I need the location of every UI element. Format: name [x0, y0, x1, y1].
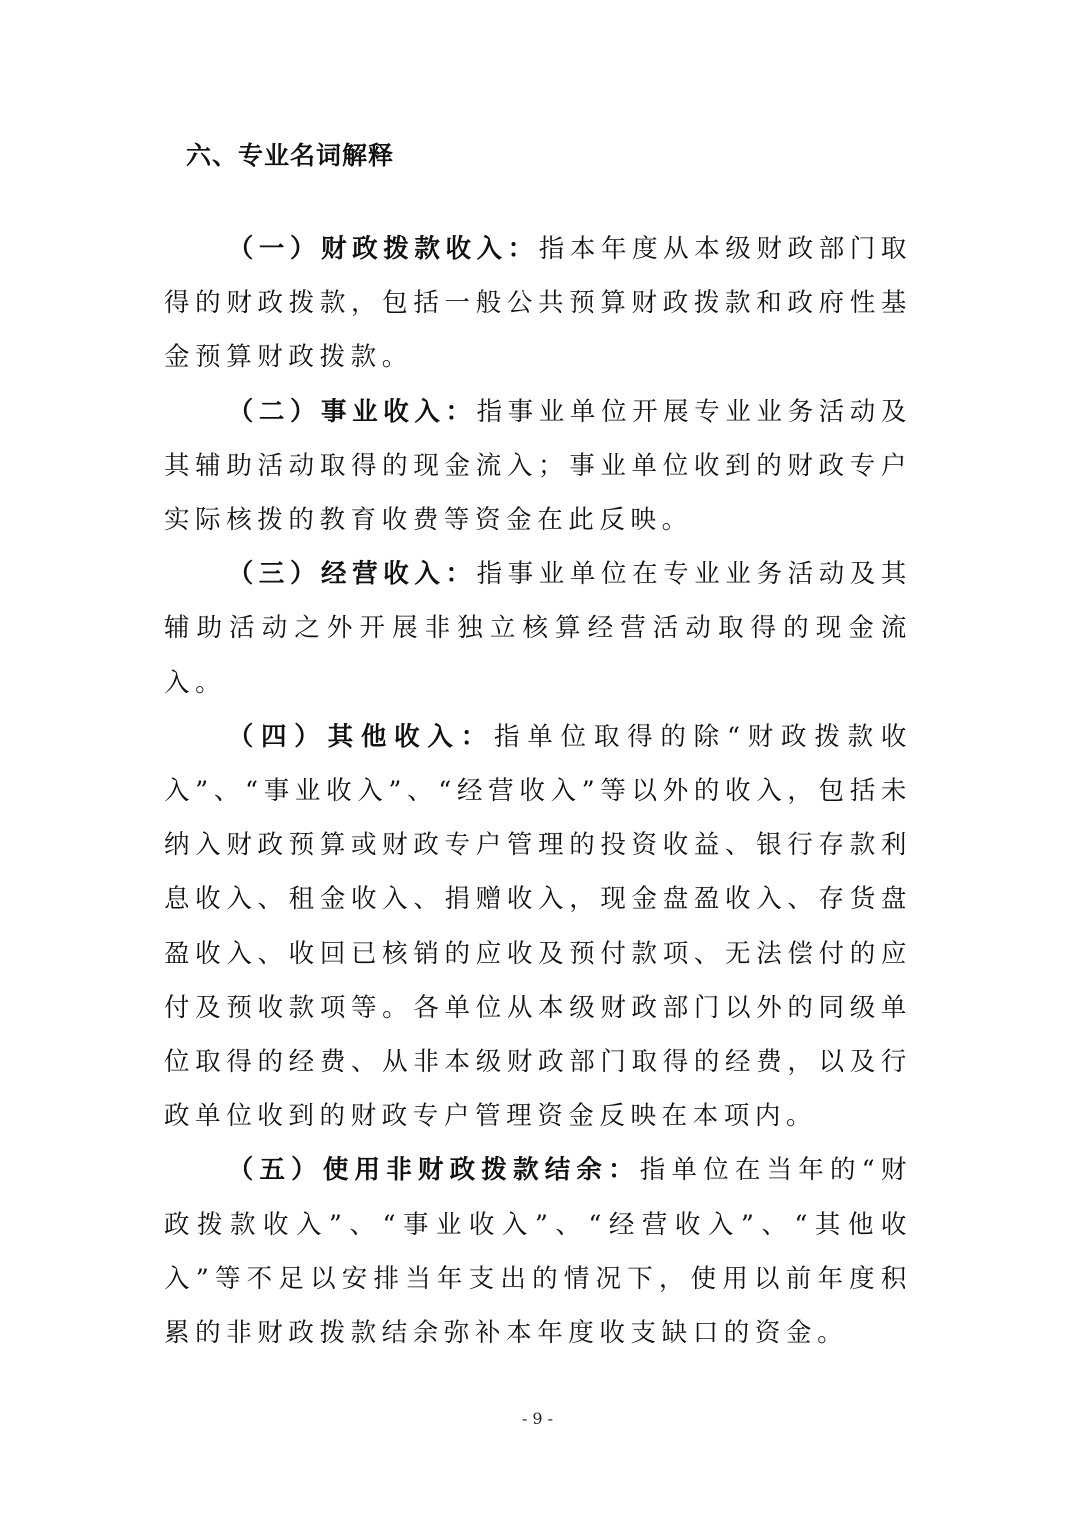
section-heading: 六、专业名词解释	[186, 141, 395, 170]
definition-term: （五）使用非财政拨款结余	[227, 1155, 609, 1186]
definition-paragraph	[164, 222, 912, 385]
definition-paragraph	[164, 547, 912, 710]
term-colon: ：	[507, 234, 539, 264]
definition-term: （一）财政拨款收入	[227, 234, 508, 264]
term-colon: ：	[445, 396, 477, 427]
definition-text: 指单位取得的除“财政拨款收入”、“事业收入”、“经营收入”等以外的收入，包括未纳入财政预算或财政专户管理的投资收益、银行存款利息收入、租金收入、捐赠收入，现金盘盈收入、存货盘盈收入、收回已核销的应收及预付款项、无法偿付的应付及预收款项等。各单位从本级财政部门以外的同级单位取得的经费、从非本级财政部门取得的经费，以及行政单位收到的财政专户管理资金反映在本项内。	[164, 721, 912, 1132]
definition-paragraph	[164, 385, 912, 548]
definition-paragraph	[164, 710, 912, 1144]
definition-text: 指事业单位开展专业业务活动及其辅助活动取得的现金流入；事业单位收到的财政专户实际核拨的教育收费等资金在此反映。	[164, 396, 912, 536]
term-colon: ：	[445, 559, 477, 590]
term-colon: ：	[608, 1155, 640, 1186]
definition-text: 指单位在当年的“财政拨款收入”、“事业收入”、“经营收入”、“其他收入”等不足以安排当年支出的情况下，使用以前年度积累的非财政拨款结余弥补本年度收支缺口的资金。	[164, 1155, 912, 1349]
page-number: - 9 -	[521, 1409, 554, 1428]
definition-paragraph	[164, 1143, 912, 1360]
definitions-body	[164, 222, 912, 1360]
definition-term: （二）事业收入	[227, 396, 446, 427]
definition-term: （三）经营收入	[227, 559, 446, 590]
definition-term: （四）其他收入	[227, 721, 461, 752]
definition-text: 指事业单位在专业业务活动及其辅助活动之外开展非独立核算经营活动取得的现金流入。	[164, 559, 912, 698]
definition-text: 指本年度从本级财政部门取得的财政拨款，包括一般公共预算财政拨款和政府性基金预算财政拨款。	[164, 234, 912, 373]
term-colon: ：	[460, 721, 494, 752]
